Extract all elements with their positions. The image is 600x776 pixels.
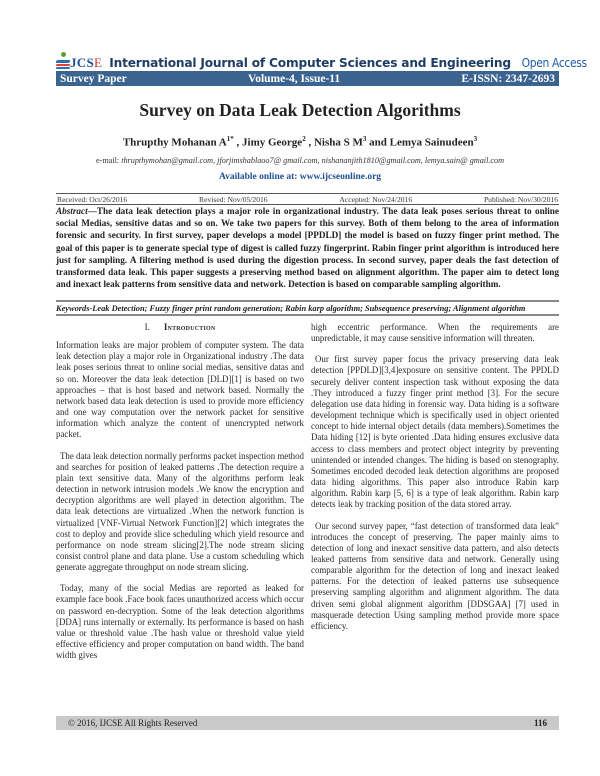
open-access-label: Open Access [521,55,587,70]
section-number: I. [144,322,150,332]
author-name: Nisha S M [313,136,363,149]
volume-issue: Volume-4, Issue-11 [247,72,341,85]
journal-masthead [56,50,587,70]
author-separator: , [305,136,314,149]
author-list [0,135,600,149]
body-paragraph: Information leaks are major problem of computer system. The data leak detection play a major role in Organizational industry .The data leak poses serious threat to online social medias, sensitive datas and so on. Moreover the data leak detection [DLD][1] is based on two approaches – that is host based and network based. Normally the network based data leak detection is used to provide more efficiency and one way computation over the network packet for sensitive information which analyze the content of unencrypted network packet. [56,340,304,440]
email-addresses[interactable]: thrupthymohan@gmail.com, jforjimshablaoo7@ gmail.com, nishananjith1810@gmail.com, lemya.sain@ gmail.com [121,156,505,165]
copyright-notice: © 2016, IJCSE All Rights Reserved [68,718,198,728]
abstract [56,205,559,290]
author-affiliation: 3 [473,135,478,143]
author-affiliation: 1* [226,135,234,143]
right-column [311,322,559,642]
author-affiliation: 2 [302,135,306,143]
email-label: e-mail: [95,156,122,165]
body-paragraph: The data leak detection normally performs packet inspection method and searches for position of leaked patterns .The detection require a plain text sensitive data. Many of the algorithms perform leak detection in network intrusion models .We know the encryption and decryption algorithms are well played in detection algorithm. The data leak detections are virtualized .When the network function is virtualized [VNF-Virtual Network Function][2] which integrates the cost to deploy and provide slice scheduling which yield resource and performance on node stream slicing[2].The node stream slicing consist control plane and data plane. Use a custom scheduling which generate aggregate throughput on node stream slicing. [56,450,304,573]
body-paragraph: Our second survey paper, “fast detection of transformed data leak” introduces the concept of preserving. The paper mainly aims to detection of long and inexact sensitive data pattern, and also detects leaked patterns from sensitive data and network. Generally using comparable algorithm for the detection of long and inexact leaked patterns. For the detection of leaked patterns use subsequence preserving sampling algorithm and alignment algorithm. The data driven semi global alignment algorithm [DDSGAA] [7] used in masquerade detection Using sampling method provide more space efficiency. [311,520,559,631]
author-name: Lemya Sainudeen [389,136,474,149]
section-title: Introduction [163,322,216,332]
page-number: 116 [533,718,547,728]
author-name: Jimy George [242,136,303,149]
issn: E-ISSN: 2347-2693 [461,72,555,85]
keywords: Keywords-Leak Detection; Fuzzy finger print random generation; Rabin karp algorithm; Subsequence preserving; Alignment algorithm [56,300,559,316]
author-emails [0,156,600,165]
journal-logo [56,52,102,70]
journal-name: International Journal of Computer Sciences and Engineering [109,56,511,70]
publication-dates [56,193,559,205]
paper-title: Survey on Data Leak Detection Algorithms [139,100,461,120]
author-separator: and [366,136,390,149]
published-date: Published: Nov/30/2016 [483,194,558,204]
author-separator: , [233,136,243,149]
body-paragraph: Today, many of the social Medias are reported as leaked for example face book .Face book faces unauthorized access which occur on password en-decryption. Some of the leak detection algorithms [DDA] runs internally or externally. Its performance is based on hash value or threshold value .The hash value or threshold value yield effective efficiency and proper computation on band width. The band width gives [56,583,304,661]
revised-date: Revised: Nov/05/2016 [199,194,268,204]
section-heading-introduction [56,322,304,333]
accepted-date: Accepted: Nov/24/2016 [339,194,413,204]
author-name: Thrupthy Mohanan A [122,136,227,149]
page-footer [56,716,559,730]
abstract-text: —The data leak detection plays a major role in organizational industry. The data leak poses serious threat to online social Medias, sensitive datas and so on. We take two papers for this survey. Both of them belong to the area of information forensic and security. In first survey, paper develops a model [PPDLD] the model is based on fuzzy finger print method. The goal of this paper is to generate special type of digest is called fuzzy fingerprint. Rabin finger print algorithm is introduced here just for sampling. A filtering method is used during the digestion process. In second survey, paper deals the fast detection of transformed data leak. This paper suggests a preserving method based on alignment algorithm. The paper aim to detect long and inexact leak patterns from sensitive data and network. Detection is based on comparable sampling algorithm. [56,206,559,290]
logo-text: JCSE [70,55,103,70]
journal-info-bar [56,71,559,86]
body-paragraph: high eccentric performance. When the requirements are unpredictable, it may cause sensitive information will threaten. [311,322,559,344]
available-online-link[interactable]: Available online at: www.ijcseonline.org [218,172,382,182]
person-waves-logo-icon [56,52,70,70]
paper-type: Survey Paper [60,72,127,85]
body-paragraph: Our first survey paper focus the privacy preserving data leak detection [PPDLD][3,4]exposure on sensitive content. The PPDLD securely deliver content inspection task without exposing the data .They introduced a fuzzy finger print method [3]. For the secure delegation use data hiding in forensic way. Data hiding is a software development technique which is specifically used in object oriented concept to hide internal object details (data members).Sometimes the Data hiding [12] is byte oriented .Data hiding ensures exclusive data access to class members and protect object integrity by preventing unintended or intended changes. The hiding is based on stenography. Sometimes encoded decoded leak detection algorithms are proposed data hiding algorithms. This paper also introduce Rabin karp algorithm. Rabin karp [5, 6] is a type of leak algorithm. Rabin karp detects leak by tracking position of the data stored array. [311,354,559,510]
received-date: Received: Oct/26/2016 [57,194,128,204]
author-affiliation: 3 [362,135,367,143]
abstract-label: Abstract [56,206,88,216]
left-column [56,322,304,671]
